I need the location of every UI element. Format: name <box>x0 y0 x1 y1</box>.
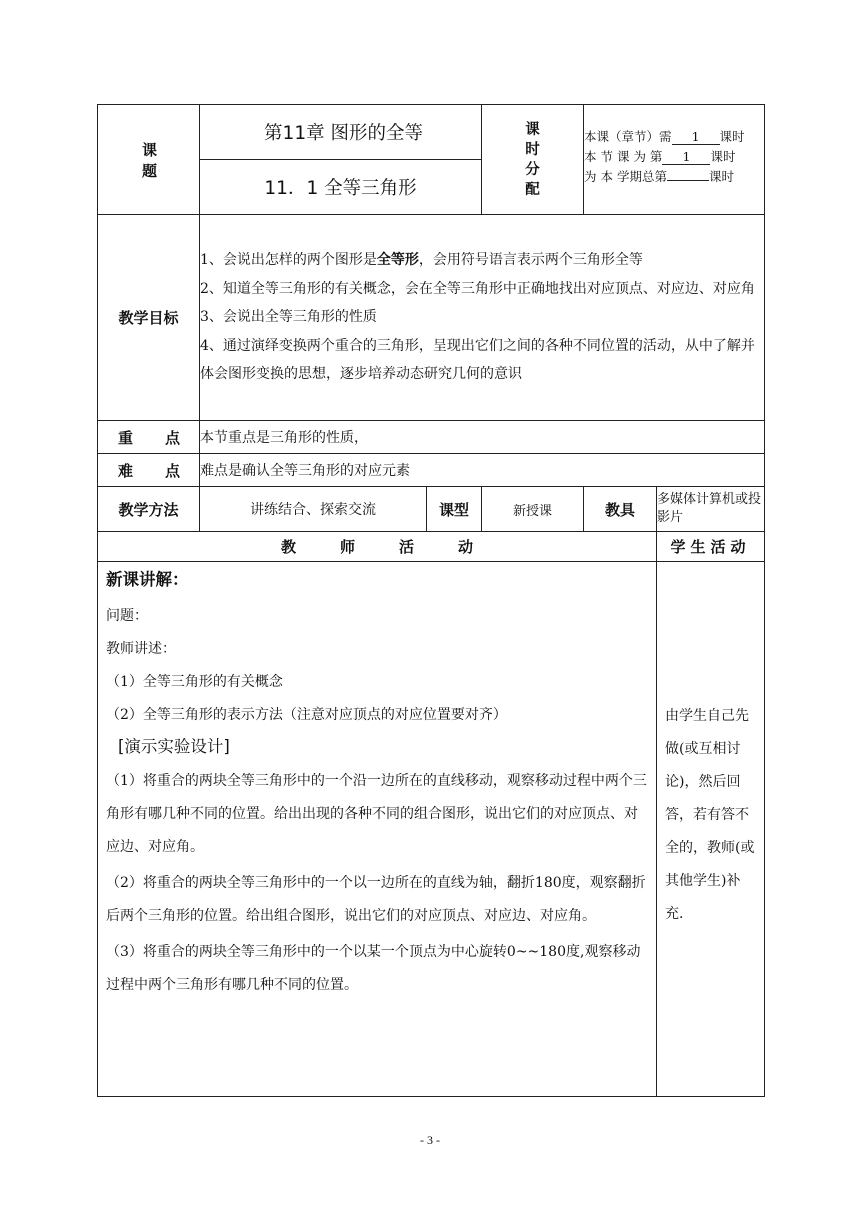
objective-item-4: 4、通过演绎变换两个重合的三角形，呈现出它们之间的各种不同位置的活动，从中了解并体会图形变换的思想，逐步培养动态研究几何的意识 <box>200 337 755 383</box>
question-line: 问题： <box>106 608 148 624</box>
objectives-content <box>200 215 765 421</box>
teacher-activity-header: 教 师 活 动 <box>98 532 657 562</box>
allocation-line-2: 本 节 课 为 第 1 课时 <box>584 149 736 164</box>
difficulty-text: 难点是确认全等三角形的对应元素 <box>200 454 765 487</box>
allocation-line-3: 为 本 学期总第 课时 <box>584 169 734 184</box>
lesson-type-label: 课型 <box>427 487 482 532</box>
teacher-activity-content <box>98 562 657 1097</box>
period-allocation-label: 课 时 分 配 <box>482 105 584 215</box>
topic-label-cell <box>98 105 200 215</box>
method-label: 教学方法 <box>98 487 200 532</box>
period-allocation-values <box>584 105 765 215</box>
difficulty-label: 难 点 <box>98 454 200 487</box>
chapter-title: 第11章 图形的全等 <box>200 105 482 160</box>
student-activity-content: 由学生自己先做(或互相讨论)，然后回答，若有答不全的，教师(或其他学生)补充. <box>657 562 765 1097</box>
objectives-label: 教学目标 <box>98 215 200 421</box>
demo-paragraph-1: （1）将重合的两块全等三角形中的一个沿一边所在的直线移动，观察移动过程中两个三角形有哪几种不同的位置。给出出现的各种不同的组合图形，说出它们的对应顶点、对应边、对应角。 <box>106 773 647 855</box>
objective-item-1: 1、会说出怎样的两个图形是全等形，会用符号语言表示两个三角形全等 <box>200 252 643 269</box>
demo-paragraph-3: （3）将重合的两块全等三角形中的一个以某一个顶点为中心旋转0~~180度,观察移动过程中两个三角形有哪几种不同的位置。 <box>106 944 641 993</box>
teacher-narration-line: 教师讲述： <box>106 641 176 657</box>
lesson-plan-table <box>97 104 765 1097</box>
section-title: 11．1 全等三角形 <box>200 160 482 215</box>
demo-heading: [演示实验设计] <box>118 737 230 756</box>
allocation-line-1: 本课（章节）需 1 课时 <box>584 129 745 144</box>
tools-label: 教具 <box>584 487 657 532</box>
student-activity-header: 学生活动 <box>657 532 765 562</box>
notation-line: （2）全等三角形的表示方法（注意对应顶点的对应位置要对齐） <box>106 707 507 723</box>
method-value: 讲练结合、探索交流 <box>200 487 427 532</box>
tools-value: 多媒体计算机或投影片 <box>657 487 765 532</box>
page-number: - 3 - <box>420 1133 440 1147</box>
key-point-text: 本节重点是三角形的性质， <box>200 421 765 454</box>
concept-line: （1）全等三角形的有关概念 <box>106 674 283 690</box>
lesson-type-value: 新授课 <box>482 487 584 532</box>
topic-label: 课题 <box>141 140 195 180</box>
new-lesson-heading: 新课讲解： <box>106 570 189 589</box>
objective-item-3: 3、会说出全等三角形的性质 <box>200 309 377 326</box>
key-point-label: 重 点 <box>98 421 200 454</box>
demo-paragraph-2: （2）将重合的两块全等三角形中的一个以一边所在的直线为轴，翻折180度，观察翻折后两个三角形的位置。给出组合图形，说出它们的对应顶点、对应边、对应角。 <box>106 875 646 924</box>
objective-item-2: 2、知道全等三角形的有关概念，会在全等三角形中正确地找出对应顶点、对应边、对应角 <box>200 280 755 297</box>
